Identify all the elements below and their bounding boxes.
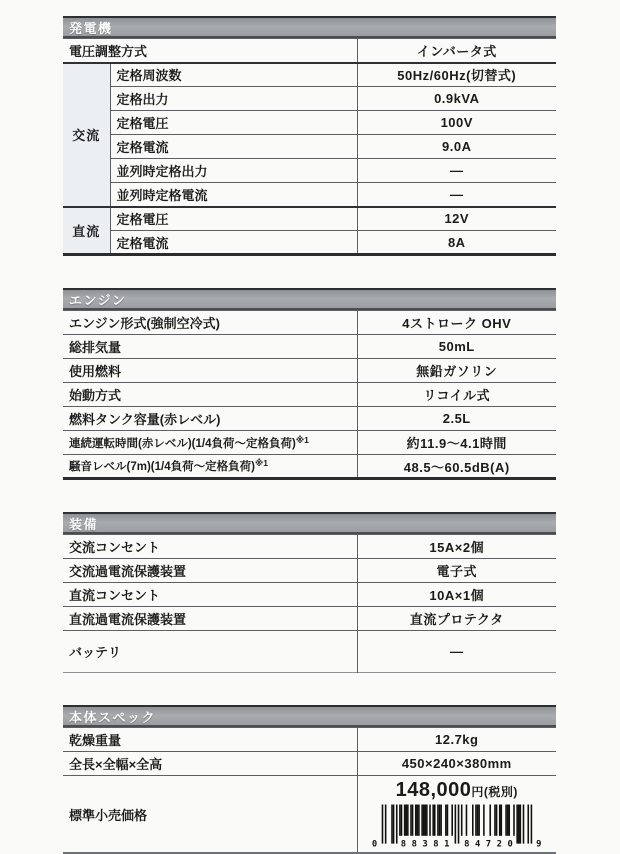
table-row (63, 159, 556, 183)
row-value: 10A×1個 (357, 583, 556, 607)
section-header (63, 512, 556, 534)
section-title: 装備 (69, 516, 99, 532)
section-title: エンジン (69, 292, 127, 308)
row-label: 乾燥重量 (63, 728, 357, 752)
row-label: 全長×全幅×全高 (63, 752, 357, 776)
table-row (63, 559, 556, 583)
table-row (63, 583, 556, 607)
section-header (63, 705, 556, 727)
row-value: — (357, 159, 556, 183)
retail-price (358, 779, 557, 803)
row-value: リコイル式 (357, 383, 556, 407)
table-row (63, 183, 556, 207)
row-label: 電圧調整方式 (63, 39, 357, 63)
row-value: 2.5L (357, 407, 556, 431)
row-group-label: 交流 (63, 63, 110, 207)
table-row (63, 752, 556, 776)
table-row (63, 607, 556, 631)
row-value: 12.7kg (357, 728, 556, 752)
section-title: 本体スペック (69, 709, 157, 725)
row-label: 標準小売価格 (63, 776, 357, 854)
row-label: エンジン形式(強制空冷式) (63, 311, 357, 335)
row-value: 電子式 (357, 559, 556, 583)
svg-text:9: 9 (535, 839, 542, 850)
body-spec-table (63, 727, 556, 854)
row-value: インバータ式 (357, 39, 556, 63)
row-value: 450×240×380mm (357, 752, 556, 776)
equipment-spec-table (63, 534, 556, 673)
table-row (63, 455, 556, 479)
row-label: 定格周波数 (110, 63, 357, 87)
table-row (63, 359, 556, 383)
row-value: 50mL (357, 335, 556, 359)
svg-text:0: 0 (371, 839, 378, 850)
row-label: 燃料タンク容量(赤レベル) (63, 407, 357, 431)
row-value: 0.9kVA (357, 87, 556, 111)
row-value: 4ストローク OHV (357, 311, 556, 335)
table-row (63, 407, 556, 431)
row-label: 定格電圧 (110, 111, 357, 135)
table-row (63, 39, 556, 63)
row-label: 直流過電流保護装置 (63, 607, 357, 631)
row-label: 交流過電流保護装置 (63, 559, 357, 583)
row-label: 定格電流 (110, 231, 357, 255)
section-header (63, 288, 556, 310)
row-value: 100V (357, 111, 556, 135)
row-value: 12V (357, 207, 556, 231)
footnote-marker: ※1 (254, 458, 268, 468)
table-row (63, 776, 556, 854)
row-label: 始動方式 (63, 383, 357, 407)
row-label: 定格出力 (110, 87, 357, 111)
row-label: 連続運転時間(赤レベル)(1/4負荷〜定格負荷)$^{※1}$ (63, 431, 357, 455)
row-value (357, 776, 556, 854)
row-value: 直流プロテクタ (357, 607, 556, 631)
row-value: 8A (357, 231, 556, 255)
engine-spec-table (63, 310, 556, 480)
price-unit: 円(税別) (471, 785, 518, 799)
row-value: — (357, 183, 556, 207)
upc-barcode (368, 804, 546, 850)
table-row (63, 111, 556, 135)
svg-text:88381: 88381 (400, 839, 450, 850)
row-label: 直流コンセント (63, 583, 357, 607)
row-value: — (357, 631, 556, 673)
row-label: 定格電圧 (110, 207, 357, 231)
footnote-marker: ※1 (295, 434, 309, 445)
row-label: 総排気量 (63, 335, 357, 359)
row-label: バッテリ (63, 631, 357, 673)
section-header (63, 16, 556, 38)
row-value: 15A×2個 (357, 535, 556, 559)
table-row (63, 231, 556, 255)
table-row (63, 63, 556, 87)
table-row (63, 135, 556, 159)
price-amount: 148,000 (395, 779, 472, 801)
row-label: 定格電流 (110, 135, 357, 159)
row-label: 並列時定格電流 (110, 183, 357, 207)
row-value: 50Hz/60Hz(切替式) (357, 63, 556, 87)
row-label: 並列時定格出力 (110, 159, 357, 183)
row-value: 無鉛ガソリン (357, 359, 556, 383)
section-generator (63, 16, 556, 256)
row-label: 騒音レベル(7m)(1/4負荷〜定格負荷)$^{※1}$ (63, 455, 357, 479)
row-value: 48.5〜60.5dB(A) (357, 455, 556, 479)
section-title: 発電機 (69, 20, 113, 36)
table-row (63, 431, 556, 455)
table-row (63, 383, 556, 407)
table-row (63, 535, 556, 559)
generator-spec-table (63, 38, 556, 256)
row-label: 使用燃料 (63, 359, 357, 383)
table-row (63, 87, 556, 111)
table-row (63, 207, 556, 231)
table-row (63, 631, 556, 673)
svg-text:84720: 84720 (463, 839, 513, 850)
row-value: 9.0A (357, 135, 556, 159)
row-group-label: 直流 (63, 207, 110, 255)
section-engine (63, 288, 556, 480)
section-body-spec (63, 705, 556, 854)
table-row (63, 335, 556, 359)
row-value: 約11.9〜4.1時間 (357, 431, 556, 455)
table-row (63, 728, 556, 752)
section-equipment (63, 512, 556, 673)
row-label: 交流コンセント (63, 535, 357, 559)
table-row (63, 311, 556, 335)
